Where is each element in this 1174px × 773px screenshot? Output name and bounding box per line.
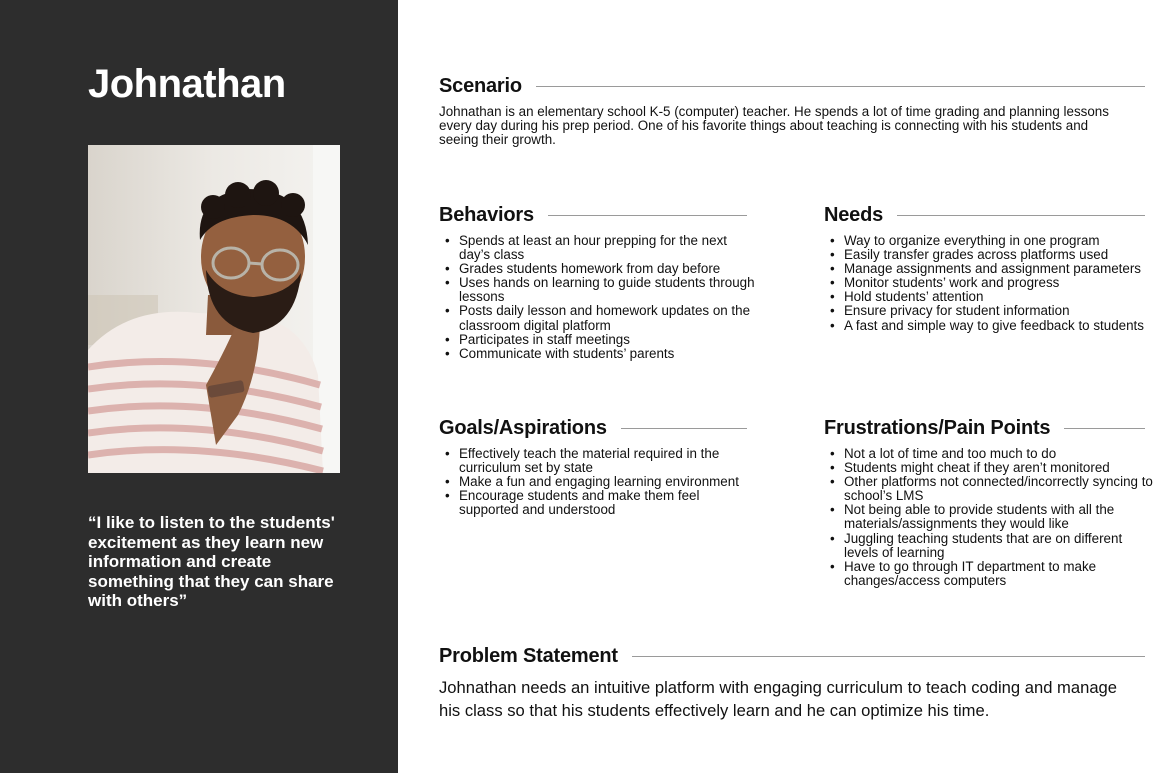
list-item: • Other platforms not connected/incorrectly syncing to school’s LMS bbox=[824, 475, 1154, 503]
problem-divider bbox=[632, 656, 1145, 657]
behaviors-header bbox=[439, 204, 747, 227]
frustrations-list bbox=[824, 447, 1154, 588]
list-item: • Manage assignments and assignment parameters bbox=[824, 262, 1144, 276]
persona-name: Johnathan bbox=[88, 62, 286, 106]
persona-quote: “I like to listen to the students' excitement as they learn new information and create something that they can share with others” bbox=[88, 513, 335, 611]
behaviors-list bbox=[439, 234, 757, 361]
list-item: • Grades students homework from day before bbox=[439, 262, 757, 276]
list-item: • Ensure privacy for student information bbox=[824, 304, 1144, 318]
scenario-divider bbox=[536, 86, 1145, 87]
list-item: • Spends at least an hour prepping for the next day’s class bbox=[439, 234, 757, 262]
needs-heading: Needs bbox=[824, 204, 884, 226]
list-item: • Uses hands on learning to guide students through lessons bbox=[439, 276, 757, 304]
list-item: • Way to organize everything in one program bbox=[824, 234, 1144, 248]
list-item: • Not being able to provide students with all the materials/assignments they would like bbox=[824, 503, 1154, 531]
list-item: • Communicate with students’ parents bbox=[439, 347, 757, 361]
goals-divider bbox=[621, 428, 747, 429]
list-item: • A fast and simple way to give feedback to students bbox=[824, 319, 1144, 333]
problem-header bbox=[439, 645, 1145, 668]
list-item: • Posts daily lesson and homework updates on the classroom digital platform bbox=[439, 304, 757, 332]
list-item: • Juggling teaching students that are on different levels of learning bbox=[824, 532, 1154, 560]
needs-divider bbox=[897, 215, 1145, 216]
goals-heading: Goals/Aspirations bbox=[439, 417, 607, 439]
goals-list bbox=[439, 447, 757, 517]
frustrations-divider bbox=[1064, 428, 1145, 429]
behaviors-divider bbox=[548, 215, 747, 216]
needs-header bbox=[824, 204, 1145, 227]
frustrations-heading: Frustrations/Pain Points bbox=[824, 417, 1051, 439]
scenario-header bbox=[439, 75, 1145, 98]
list-item: • Students might cheat if they aren’t monitored bbox=[824, 461, 1154, 475]
list-item: • Easily transfer grades across platforms used bbox=[824, 248, 1144, 262]
list-item: • Encourage students and make them feel supported and understood bbox=[439, 489, 757, 517]
list-item: • Have to go through IT department to make changes/access computers bbox=[824, 560, 1154, 588]
goals-header bbox=[439, 417, 747, 440]
persona-sidebar bbox=[0, 0, 398, 773]
list-item: • Monitor students’ work and progress bbox=[824, 276, 1144, 290]
persona-photo bbox=[88, 145, 340, 473]
needs-list bbox=[824, 234, 1144, 333]
problem-heading: Problem Statement bbox=[439, 645, 618, 667]
behaviors-heading: Behaviors bbox=[439, 204, 534, 226]
problem-statement-text: Johnathan needs an intuitive platform with engaging curriculum to teach coding and manage his class so that his students effectively learn and he can optimize his time. bbox=[439, 678, 1118, 720]
list-item: • Hold students’ attention bbox=[824, 290, 1144, 304]
list-item: • Effectively teach the material required in the curriculum set by state bbox=[439, 447, 757, 475]
scenario-heading: Scenario bbox=[439, 75, 522, 97]
list-item: • Participates in staff meetings bbox=[439, 333, 757, 347]
scenario-text: Johnathan is an elementary school K-5 (computer) teacher. He spends a lot of time grading and planning lessons every day during his prep period. One of his favorite things about teaching is connecting with his students and seeing their growth. bbox=[439, 104, 1109, 148]
frustrations-header bbox=[824, 417, 1145, 440]
list-item: • Not a lot of time and too much to do bbox=[824, 447, 1154, 461]
list-item: • Make a fun and engaging learning environment bbox=[439, 475, 757, 489]
